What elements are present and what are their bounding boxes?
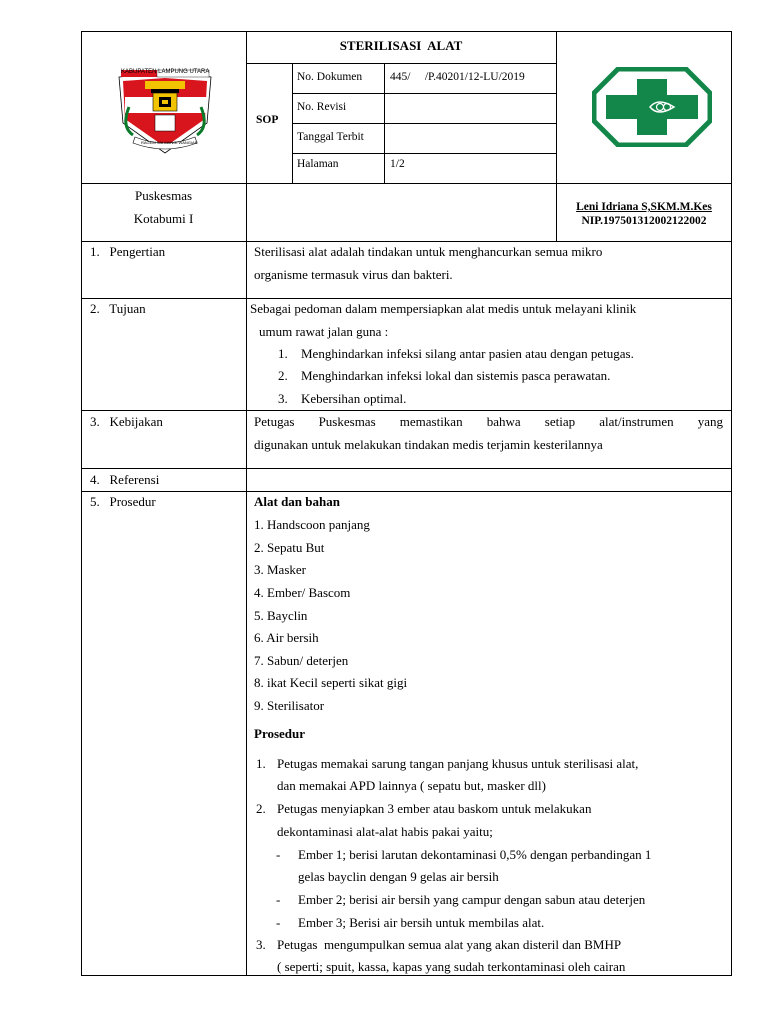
alat-item: 2. Sepatu But [254,540,325,555]
puskesmas-location: Kotabumi I [133,211,194,226]
tujuan-intro-2: umum rawat jalan guna : [259,324,389,339]
tujuan-item-2-text: Menghindarkan infeksi lokal dan sistemis pasca perawatan. [301,368,611,383]
line-after-pengertian [81,298,732,299]
alat-item: 3. Masker [254,562,306,577]
tujuan-item-2-number: 2. [278,368,288,383]
header-row-line [81,183,732,184]
tujuan-item-1-text: Menghindarkan infeksi silang antar pasien atau dengan petugas. [301,346,634,361]
step-3-line-1: Petugas mengumpulkan semua alat yang akan disteril dan BMHP [277,937,622,952]
border-left [81,31,82,976]
document-title: STERILISASI ALAT [339,38,463,53]
sub-item-2-line-1: Ember 2; berisi air bersih yang campur dengan sabun atau deterjen [298,892,646,907]
prosedur-heading: Prosedur [254,726,306,741]
label-prosedur: 5. Prosedur [90,494,156,509]
tujuan-item-1-number: 1. [278,346,288,361]
line-after-kebijakan [81,468,732,469]
label-no-dokumen: No. Dokumen [297,71,363,83]
alat-item: 1. Handscoon panjang [254,517,370,532]
body-top-line [81,241,732,242]
step-3-line-2: ( seperti; spuit, kassa, kapas yang sudah terkontaminasi oleh cairan [277,959,626,974]
logo-bottom-text: RAGEM SAI MANGI WANGIAN [141,140,198,145]
alat-item: 9. Sterilisator [254,698,325,713]
step-1-line-1: Petugas memakai sarung tangan panjang khusus untuk sterilisasi alat, [277,756,639,771]
tujuan-intro-1: Sebagai pedoman dalam mempersiapkan alat medis untuk melayani klinik [250,301,637,316]
row-line-3 [292,153,556,154]
label-pengertian: 1. Pengertian [90,244,166,259]
pengertian-line-2: organisme termasuk virus dan bakteri. [254,267,453,282]
sub-item-1-dash: - [276,847,281,862]
body-column-divider [246,241,247,975]
border-bottom [81,975,732,976]
label-halaman: Halaman [297,158,339,170]
label-tanggal-terbit: Tanggal Terbit [297,131,364,143]
signatory-nip: NIP.197501312002122002 [581,215,707,227]
label-referensi: 4. Referensi [90,472,160,487]
puskesmas-cross-logo-icon [592,67,712,147]
sop-document [81,31,732,976]
pengertian-line-1: Sterilisasi alat adalah tindakan untuk menghancurkan semua mikro [254,244,603,259]
label-tujuan: 2. Tujuan [90,301,146,316]
puskesmas-name: Puskesmas [134,188,193,203]
right-logo [592,67,712,147]
kebijakan-line-1: Petugas Puskesmas memastikan bahwa setiap alat/instrumen yang [254,414,723,429]
alat-item: 5. Bayclin [254,608,308,623]
border-right [731,31,732,976]
sub-item-1-line-2: gelas bayclin dengan 9 gelas air bersih [298,869,499,884]
sub-item-3-line-1: Ember 3; Berisi air bersih untuk membilas alat. [298,915,545,930]
alat-item: 4. Ember/ Bascom [254,585,351,600]
value-halaman: 1/2 [390,158,405,170]
step-3-number: 3. [256,937,266,952]
step-1-number: 1. [256,756,266,771]
alat-dan-bahan-heading: Alat dan bahan [254,494,340,509]
tujuan-item-3-text: Kebersihan optimal. [301,391,407,406]
label-kebijakan: 3. Kebijakan [90,414,163,429]
alat-item: 6. Air bersih [254,630,319,645]
step-2-line-2: dekontaminasi alat-alat habis pakai yaitu; [277,824,493,839]
step-2-number: 2. [256,801,266,816]
sop-label: SOP [256,114,279,126]
sub-item-2-dash: - [276,892,281,907]
alat-item: 8. ikat Kecil seperti sikat gigi [254,675,408,690]
row-line-2 [292,123,556,124]
step-1-line-2: dan memakai APD lainnya ( sepatu but, masker dll) [277,778,546,793]
kebijakan-line-2: digunakan untuk melakukan tindakan medis terjamin kesterilannya [254,437,603,452]
label-no-revisi: No. Revisi [297,101,347,113]
alat-item: 7. Sabun/ deterjen [254,653,349,668]
tujuan-item-3-number: 3. [278,391,288,406]
line-after-referensi [81,491,732,492]
value-no-dokumen: 445/ /P.40201/12-LU/2019 [390,71,525,83]
sub-item-3-dash: - [276,915,281,930]
step-2-line-1: Petugas menyiapkan 3 ember atau baskom untuk melakukan [277,801,592,816]
signatory-name: Leni Idriana S,SKM.M.Kes [576,201,712,213]
row-line-1 [292,93,556,94]
border-top [81,31,732,32]
line-after-tujuan [81,410,732,411]
logo-top-text: KABUPATEN LAMPUNG UTARA [121,69,210,75]
sub-item-1-line-1: Ember 1; berisi larutan dekontaminasi 0,5% dengan perbandingan 1 [298,847,652,862]
